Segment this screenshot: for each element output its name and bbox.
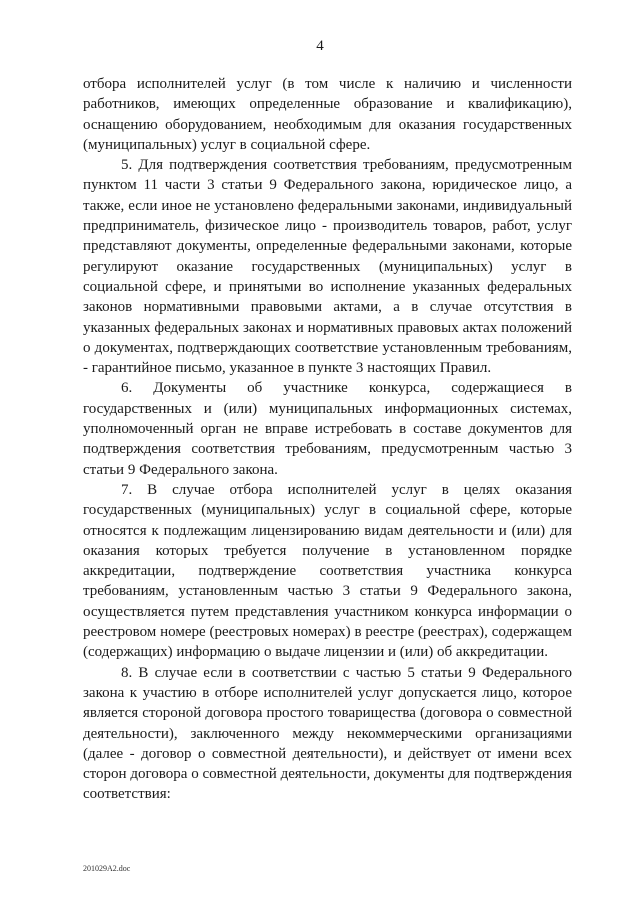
paragraph-item-7: 7. В случае отбора исполнителей услуг в целях оказания государственных (муниципальных) услуг в социальной сфере, которые относятся к подлежащим лицензированию видам деятельности и (или) для оказания которых требуется получение в установленном порядке аккредитации, подтверждение соответствия участника конкурса требованиям, установленным частью 3 статьи 9 Федерального закона, осуществляется путем представления участником конкурса информации о реестровом номере (реестровых номерах) в реестре (реестрах), содержащем (содержащих) информацию о выдаче лицензии и (или) об аккредитации. — [83, 481, 572, 661]
footer-filename: 201029A2.doc — [83, 864, 131, 873]
paragraph-continuation: отбора исполнителей услуг (в том числе к наличию и численности работников, имеющих определенные образование и квалификацию), оснащению оборудованием, необходимым для оказания государственных (муниципальных) услуг в социальной сфере. — [83, 76, 572, 153]
paragraph-item-8: 8. В случае если в соответствии с частью 5 статьи 9 Федерального закона к участию в отборе исполнителей услуг допускается лицо, которое является стороной договора простого товарищества (договора о совместной деятельности), заключенного между некоммерческими организациями (далее - договор о совместной деятельности), и действует от имени всех сторон договора о совместной деятельности, документы для подтверждения соответствия: — [83, 664, 572, 803]
paragraph-item-6: 6. Документы об участнике конкурса, содержащиеся в государственных и (или) муниципальных информационных системах, уполномоченный орган не вправе истребовать в составе документов для подтверждения соответствия требованиям, предусмотренным частью 3 статьи 9 Федерального закона. — [83, 380, 572, 478]
document-body — [83, 74, 572, 805]
paragraph-item-5: 5. Для подтверждения соответствия требованиям, предусмотренным пунктом 11 части 3 статьи 9 Федерального закона, юридическое лицо, а также, если иное не установлено федеральными законами, индивидуальный предприниматель, физическое лицо - производитель товаров, работ, услуг представляют документы, определенные федеральными законами, которые регулируют оказание государственных (муниципальных) услуг в социальной сфере, и принятыми во исполнение указанных федеральных законов нормативными правовыми актами, а в случае отсутствия в указанных федеральных законах и нормативных правовых актах положений о документах, подтверждающих соответствие установленным требованиям, - гарантийное письмо, указанное в пункте 3 настоящих Правил. — [83, 157, 572, 377]
page-number: 4 — [316, 38, 324, 54]
